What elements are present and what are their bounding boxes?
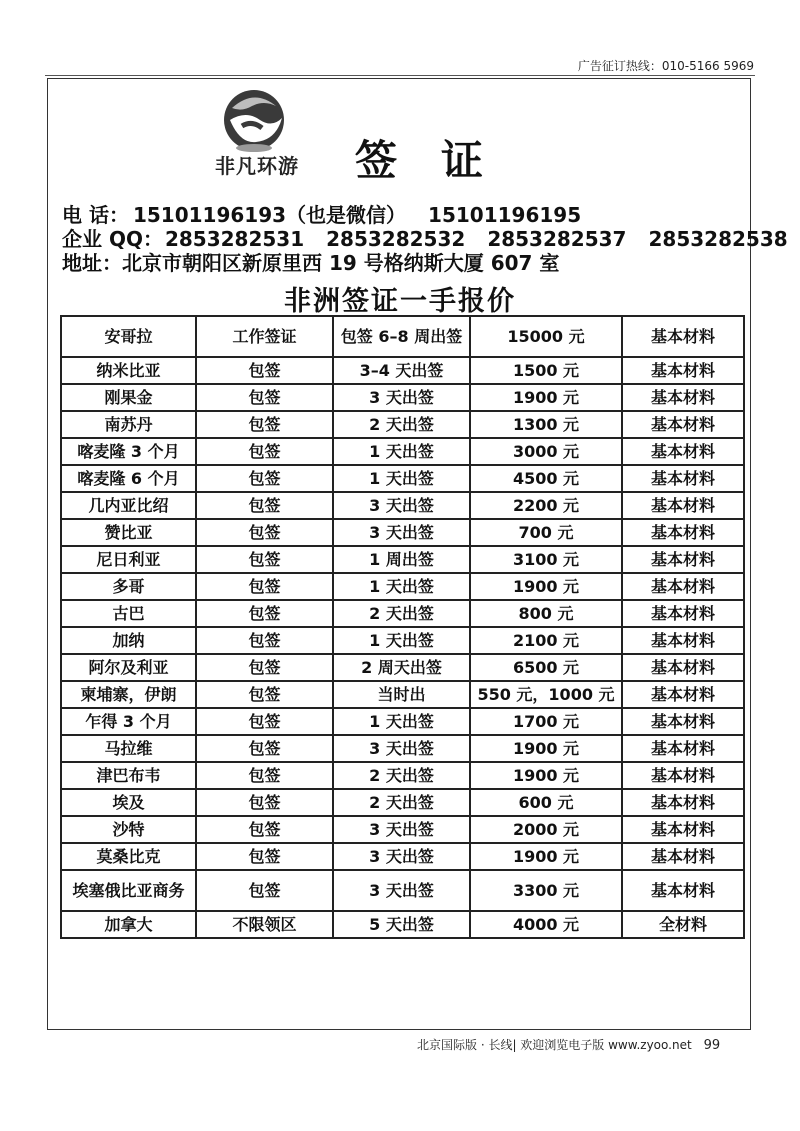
material-cell: 基本材料	[622, 519, 744, 546]
processing-time-cell: 3 天出签	[333, 843, 470, 870]
country-cell: 几内亚比绍	[61, 492, 196, 519]
processing-time-cell: 1 天出签	[333, 573, 470, 600]
country-cell: 喀麦隆 3 个月	[61, 438, 196, 465]
visa-type-cell: 包签	[196, 627, 333, 654]
material-cell: 基本材料	[622, 654, 744, 681]
table-row	[61, 870, 744, 911]
material-cell: 基本材料	[622, 789, 744, 816]
price-cell: 1900 元	[470, 573, 622, 600]
price-cell: 2000 元	[470, 816, 622, 843]
country-cell: 乍得 3 个月	[61, 708, 196, 735]
visa-type-cell: 包签	[196, 384, 333, 411]
country-cell: 沙特	[61, 816, 196, 843]
country-cell: 阿尔及利亚	[61, 654, 196, 681]
price-cell: 1700 元	[470, 708, 622, 735]
footer-text: 北京国际版 · 长线| 欢迎浏览电子版 www.zyoo.net	[417, 1038, 692, 1052]
material-cell: 基本材料	[622, 573, 744, 600]
logo-brand-name: 非凡环游	[215, 154, 299, 178]
visa-type-cell: 包签	[196, 438, 333, 465]
visa-type-cell: 包签	[196, 681, 333, 708]
price-cell: 1900 元	[470, 735, 622, 762]
table-row	[61, 654, 744, 681]
visa-type-cell: 包签	[196, 735, 333, 762]
processing-time-cell: 3 天出签	[333, 492, 470, 519]
table-row	[61, 816, 744, 843]
table-row	[61, 911, 744, 938]
processing-time-cell: 当时出	[333, 681, 470, 708]
qq-number: 2853282531	[164, 227, 305, 251]
visa-type-cell: 包签	[196, 654, 333, 681]
material-cell: 基本材料	[622, 492, 744, 519]
material-cell: 基本材料	[622, 384, 744, 411]
country-cell: 马拉维	[61, 735, 196, 762]
table-row	[61, 573, 744, 600]
price-cell: 3000 元	[470, 438, 622, 465]
processing-time-cell: 2 天出签	[333, 600, 470, 627]
material-cell: 基本材料	[622, 411, 744, 438]
processing-time-cell: 1 天出签	[333, 708, 470, 735]
material-cell: 基本材料	[622, 708, 744, 735]
price-cell: 2200 元	[470, 492, 622, 519]
country-cell: 柬埔寨，伊朗	[61, 681, 196, 708]
visa-type-cell: 包签	[196, 357, 333, 384]
table-row	[61, 681, 744, 708]
material-cell: 基本材料	[622, 816, 744, 843]
table-row	[61, 762, 744, 789]
table-title: 非洲签证一手报价	[284, 286, 516, 317]
visa-type-cell: 包签	[196, 789, 333, 816]
top-divider	[45, 75, 755, 76]
qq-number: 2853282538	[648, 227, 788, 251]
processing-time-cell: 包签 6–8 周出签	[333, 316, 470, 357]
country-cell: 南苏丹	[61, 411, 196, 438]
table-row	[61, 438, 744, 465]
address-line: 地址：北京市朝阳区新原里西 19 号格纳斯大厦 607 室	[62, 251, 560, 275]
price-cell: 1500 元	[470, 357, 622, 384]
material-cell: 基本材料	[622, 681, 744, 708]
price-cell: 1300 元	[470, 411, 622, 438]
country-cell: 津巴布韦	[61, 762, 196, 789]
qq-number: 2853282532	[326, 227, 466, 251]
phone-label: 电 话：	[62, 203, 129, 227]
page-title: 签证	[355, 136, 528, 185]
price-cell: 700 元	[470, 519, 622, 546]
visa-type-cell: 工作签证	[196, 316, 333, 357]
material-cell: 基本材料	[622, 843, 744, 870]
page-number: 99	[703, 1038, 721, 1053]
table-row	[61, 316, 744, 357]
price-cell: 4500 元	[470, 465, 622, 492]
country-cell: 加拿大	[61, 911, 196, 938]
price-cell: 550 元，1000 元	[470, 681, 622, 708]
table-row	[61, 546, 744, 573]
processing-time-cell: 5 天出签	[333, 911, 470, 938]
visa-type-cell: 包签	[196, 411, 333, 438]
table-row	[61, 708, 744, 735]
processing-time-cell: 3 天出签	[333, 735, 470, 762]
price-cell: 600 元	[470, 789, 622, 816]
country-cell: 埃及	[61, 789, 196, 816]
country-cell: 加纳	[61, 627, 196, 654]
processing-time-cell: 1 周出签	[333, 546, 470, 573]
processing-time-cell: 1 天出签	[333, 627, 470, 654]
material-cell: 基本材料	[622, 357, 744, 384]
price-cell: 2100 元	[470, 627, 622, 654]
ad-hotline: 广告征订热线：010-5166 5969	[577, 59, 754, 73]
phone-number-2: 15101196195	[428, 203, 582, 227]
material-cell: 基本材料	[622, 465, 744, 492]
material-cell: 基本材料	[622, 600, 744, 627]
material-cell: 基本材料	[622, 870, 744, 911]
processing-time-cell: 3–4 天出签	[333, 357, 470, 384]
table-row	[61, 627, 744, 654]
processing-time-cell: 1 天出签	[333, 465, 470, 492]
price-cell: 1900 元	[470, 843, 622, 870]
table-row	[61, 735, 744, 762]
table-row	[61, 519, 744, 546]
price-cell: 1900 元	[470, 762, 622, 789]
country-cell: 安哥拉	[61, 316, 196, 357]
material-cell: 基本材料	[622, 438, 744, 465]
country-cell: 纳米比亚	[61, 357, 196, 384]
country-cell: 古巴	[61, 600, 196, 627]
table-row	[61, 789, 744, 816]
qq-number: 2853282537	[487, 227, 627, 251]
processing-time-cell: 1 天出签	[333, 438, 470, 465]
country-cell: 埃塞俄比亚商务	[61, 870, 196, 911]
visa-type-cell: 包签	[196, 546, 333, 573]
visa-type-cell: 包签	[196, 600, 333, 627]
processing-time-cell: 2 天出签	[333, 762, 470, 789]
visa-type-cell: 包签	[196, 870, 333, 911]
page-footer	[417, 1036, 720, 1053]
country-cell: 喀麦隆 6 个月	[61, 465, 196, 492]
visa-type-cell: 包签	[196, 708, 333, 735]
visa-type-cell: 不限领区	[196, 911, 333, 938]
processing-time-cell: 3 天出签	[333, 384, 470, 411]
qq-label: 企业 QQ：	[62, 227, 163, 251]
table-row	[61, 384, 744, 411]
phone-number-1: 15101196193（也是微信）	[132, 203, 407, 227]
table-row	[61, 357, 744, 384]
processing-time-cell: 3 天出签	[333, 816, 470, 843]
country-cell: 多哥	[61, 573, 196, 600]
visa-type-cell: 包签	[196, 762, 333, 789]
visa-type-cell: 包签	[196, 465, 333, 492]
processing-time-cell: 2 天出签	[333, 411, 470, 438]
table-row	[61, 492, 744, 519]
processing-time-cell: 3 天出签	[333, 519, 470, 546]
price-cell: 15000 元	[470, 316, 622, 357]
visa-type-cell: 包签	[196, 816, 333, 843]
table-row	[61, 600, 744, 627]
price-cell: 4000 元	[470, 911, 622, 938]
country-cell: 刚果金	[61, 384, 196, 411]
table-row	[61, 411, 744, 438]
country-cell: 尼日利亚	[61, 546, 196, 573]
visa-type-cell: 包签	[196, 573, 333, 600]
table-row	[61, 465, 744, 492]
price-cell: 800 元	[470, 600, 622, 627]
material-cell: 基本材料	[622, 627, 744, 654]
visa-type-cell: 包签	[196, 843, 333, 870]
material-cell: 基本材料	[622, 735, 744, 762]
price-cell: 6500 元	[470, 654, 622, 681]
visa-type-cell: 包签	[196, 492, 333, 519]
price-cell: 1900 元	[470, 384, 622, 411]
material-cell: 基本材料	[622, 762, 744, 789]
material-cell: 基本材料	[622, 316, 744, 357]
visa-price-table	[60, 315, 745, 939]
price-cell: 3100 元	[470, 546, 622, 573]
processing-time-cell: 2 周天出签	[333, 654, 470, 681]
material-cell: 基本材料	[622, 546, 744, 573]
visa-type-cell: 包签	[196, 519, 333, 546]
country-cell: 赞比亚	[61, 519, 196, 546]
processing-time-cell: 2 天出签	[333, 789, 470, 816]
material-cell: 全材料	[622, 911, 744, 938]
country-cell: 莫桑比克	[61, 843, 196, 870]
processing-time-cell: 3 天出签	[333, 870, 470, 911]
table-row	[61, 843, 744, 870]
price-cell: 3300 元	[470, 870, 622, 911]
